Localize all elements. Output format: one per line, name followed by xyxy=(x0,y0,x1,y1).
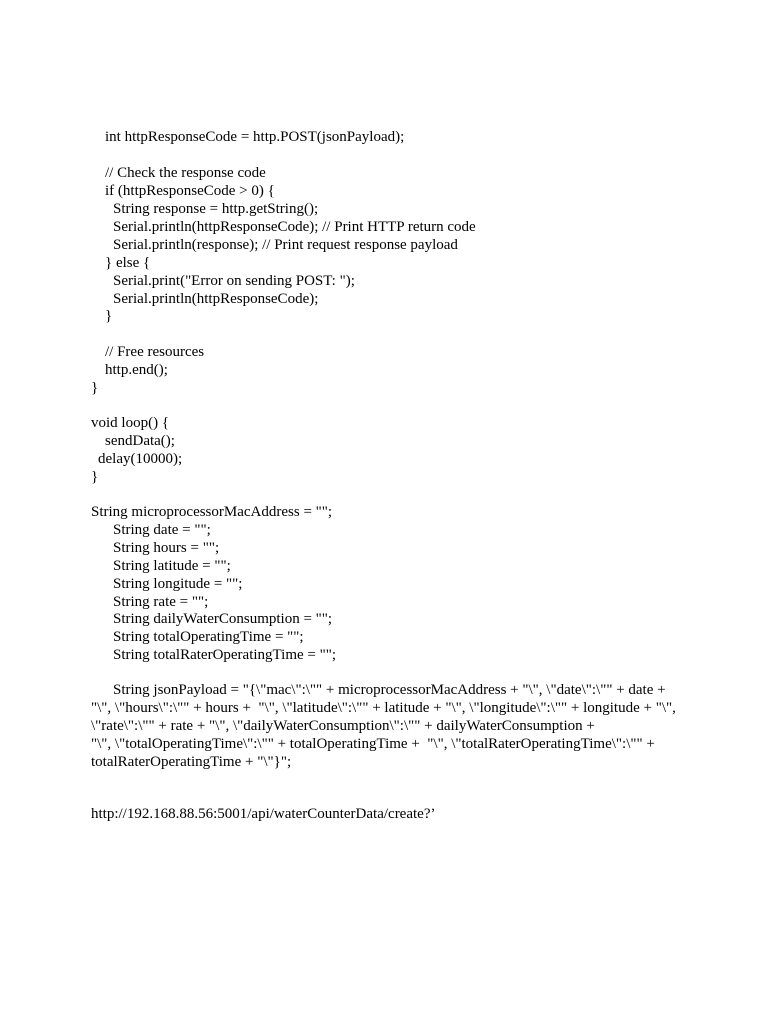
code-line: http.end(); xyxy=(105,362,168,378)
code-line: String jsonPayload = "{\"mac\":\"" + microprocessorMacAddress + "\", \"date\":\"" + date + xyxy=(113,682,666,698)
code-comment: // Check the response code xyxy=(105,165,266,181)
code-line: String latitude = ""; xyxy=(113,558,231,574)
code-line: totalRaterOperatingTime + "\"}"; xyxy=(91,754,292,770)
code-line: } else { xyxy=(105,255,151,271)
code-line: String totalOperatingTime = ""; xyxy=(113,629,304,645)
code-line: } xyxy=(91,380,99,396)
code-line: int httpResponseCode = http.POST(jsonPayload); xyxy=(105,129,405,145)
code-line: } xyxy=(91,469,99,485)
code-line: String response = http.getString(); xyxy=(113,201,319,217)
code-line: if (httpResponseCode > 0) { xyxy=(105,183,275,199)
code-line: delay(10000); xyxy=(98,451,183,467)
code-line: String rate = ""; xyxy=(113,594,209,610)
code-comment: // Free resources xyxy=(105,344,205,360)
code-line: String date = ""; xyxy=(113,522,211,538)
code-line: \"rate\":\"" + rate + "\", \"dailyWaterConsumption\":\"" + dailyWaterConsumption + xyxy=(91,718,595,734)
code-line: String dailyWaterConsumption = ""; xyxy=(113,611,333,627)
code-line: String microprocessorMacAddress = ""; xyxy=(91,504,333,520)
code-line: "\", \"hours\":\"" + hours + "\", \"latitude\":\"" + latitude + "\", \"longitude\":\"" + longitude + "\", xyxy=(91,700,676,716)
code-line: } xyxy=(105,308,113,324)
code-line: sendData(); xyxy=(105,433,175,449)
code-line: Serial.println(httpResponseCode); // Print HTTP return code xyxy=(113,219,476,235)
code-line: Serial.println(httpResponseCode); xyxy=(113,291,319,307)
code-line: "\", \"totalOperatingTime\":\"" + totalOperatingTime + "\", \"totalRaterOperatingTime\":\"" + xyxy=(91,736,655,752)
code-line: Serial.print("Error on sending POST: "); xyxy=(113,273,355,289)
api-url-text: http://192.168.88.56:5001/api/waterCounterData/create?’ xyxy=(91,806,436,822)
code-line: String longitude = ""; xyxy=(113,576,243,592)
code-line: Serial.println(response); // Print request response payload xyxy=(113,237,458,253)
code-line: String hours = ""; xyxy=(113,540,220,556)
code-line: void loop() { xyxy=(91,415,170,431)
code-line: String totalRaterOperatingTime = ""; xyxy=(113,647,337,663)
